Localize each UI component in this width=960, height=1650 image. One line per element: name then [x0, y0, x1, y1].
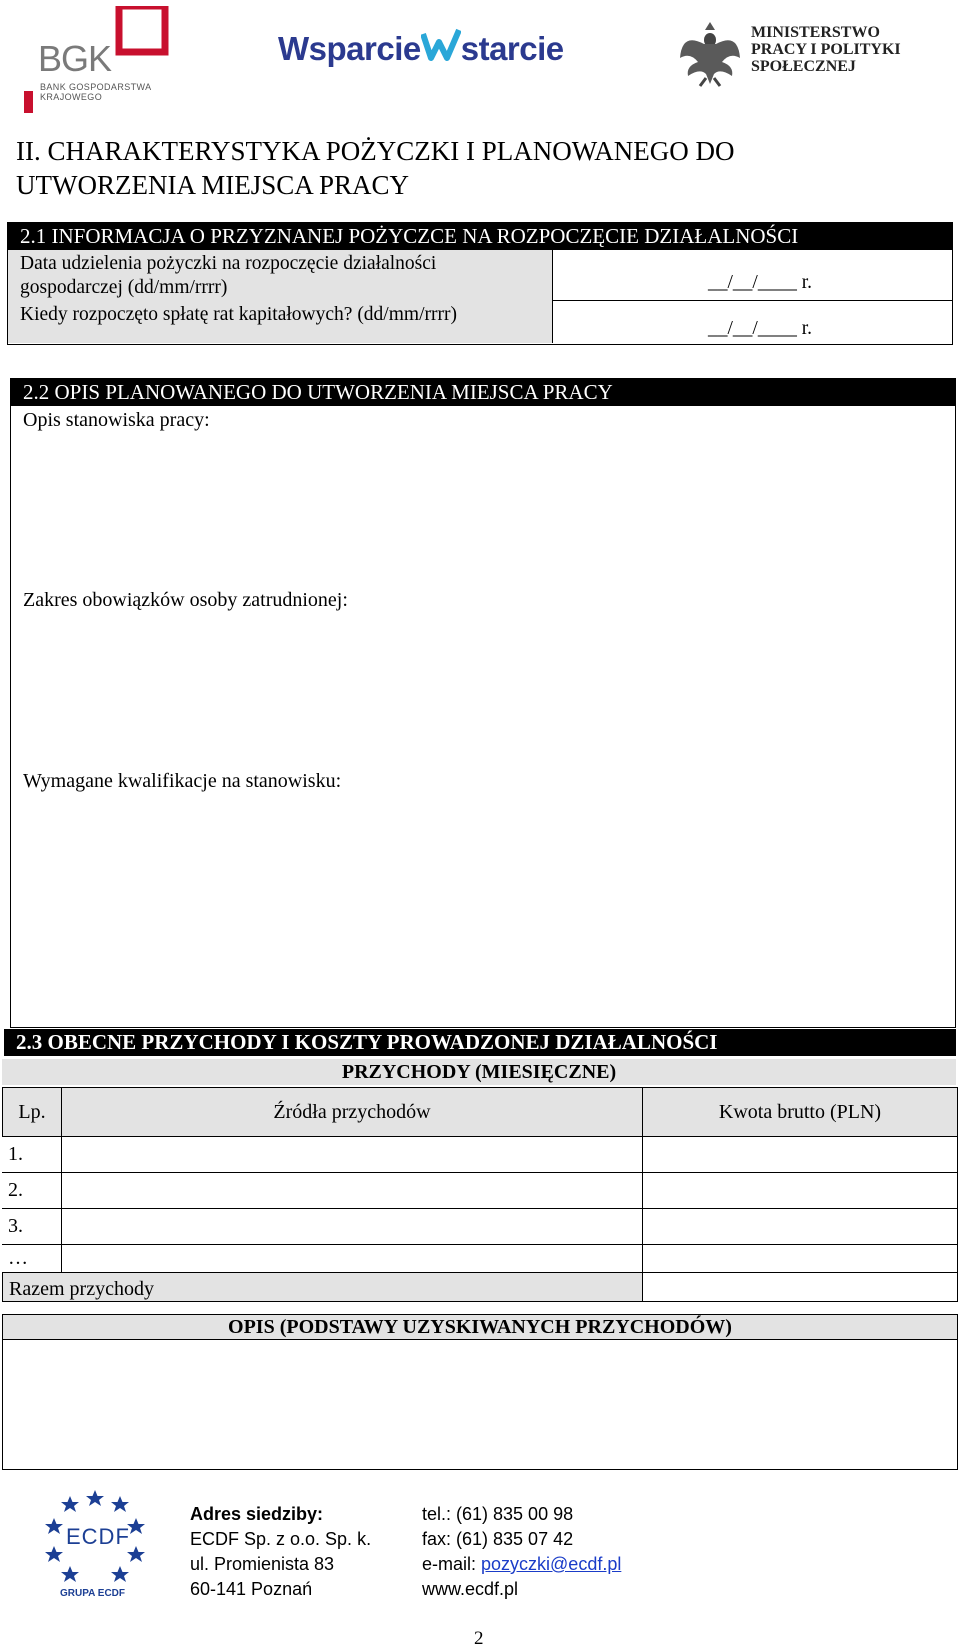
- city-address: 60-141 Poznań: [190, 1579, 313, 1599]
- income-amount-cell[interactable]: [642, 1208, 958, 1245]
- loan-date-row: [8, 250, 952, 301]
- loan-date-question: [8, 250, 553, 301]
- loan-date-field[interactable]: __/__/____ r.: [707, 272, 812, 293]
- row-number: 1.: [2, 1136, 62, 1173]
- footer-address: [190, 1502, 371, 1602]
- income-description-field[interactable]: [2, 1340, 958, 1470]
- row-number: 2.: [2, 1172, 62, 1209]
- street-address: ul. Promienista 83: [190, 1554, 335, 1574]
- section-title: [16, 134, 916, 202]
- bgk-logo: [24, 6, 174, 114]
- ws-logo-w-icon: [421, 28, 461, 64]
- income-costs-header: 2.3 OBECNE PRZYCHODY I KOSZTY PROWADZONEJ DZIAŁALNOŚCI: [4, 1029, 956, 1056]
- ministry-logo: [676, 18, 916, 90]
- eagle-emblem-icon: [676, 18, 744, 90]
- qualifications-label: Wymagane kwalifikacje na stanowisku:: [23, 770, 342, 792]
- page-number: 2: [474, 1628, 484, 1649]
- bgk-logo-subtitle-1: BANK GOSPODARSTWA: [40, 82, 152, 92]
- job-description-section: [10, 378, 956, 1028]
- ecdf-logo: [40, 1488, 150, 1603]
- repayment-start-field[interactable]: __/__/____ r.: [707, 318, 812, 339]
- email-label: e-mail:: [422, 1554, 482, 1574]
- table-row: [2, 1244, 958, 1273]
- website-link[interactable]: www.ecdf.pl: [422, 1579, 519, 1599]
- repayment-start-question: Kiedy rozpoczęto spłatę rat kapitałowych? (dd/mm/rrrr): [8, 301, 553, 343]
- position-description-field[interactable]: [11, 435, 951, 585]
- phone-number: tel.: (61) 835 00 98: [422, 1504, 574, 1524]
- ministry-line-3: SPOŁECZNEJ: [751, 58, 856, 75]
- email-line: [422, 1552, 621, 1577]
- ws-logo-left: Wsparcie: [278, 30, 421, 67]
- ministry-line-2: PRACY I POLITYKI: [751, 41, 901, 58]
- total-row: [2, 1272, 958, 1302]
- duties-label: Zakres obowiązków osoby zatrudnionej:: [23, 589, 348, 611]
- loan-info-header: 2.1 INFORMACJA O PRZYZNANEJ POŻYCZCE NA ROZPOCZĘCIE DZIAŁALNOŚCI: [8, 223, 952, 250]
- qualifications-field[interactable]: [11, 796, 951, 1021]
- repayment-start-row: [8, 301, 952, 343]
- col-amount-header: Kwota brutto (PLN): [642, 1087, 958, 1137]
- income-source-cell[interactable]: [61, 1244, 643, 1273]
- section-title-line-1: II. CHARAKTERYSTYKA POŻYCZKI I PLANOWANEGO DO: [16, 136, 735, 166]
- email-link[interactable]: pozyczki@ecdf.pl: [481, 1554, 622, 1574]
- ecdf-logo-caption: GRUPA ECDF: [60, 1588, 125, 1599]
- ws-logo-right: starcie: [460, 30, 564, 67]
- row-number: 3.: [2, 1208, 62, 1245]
- job-description-header: 2.2 OPIS PLANOWANEGO DO UTWORZENIA MIEJSCA PRACY: [11, 379, 955, 406]
- section-title-line-2: UTWORZENIA MIEJSCA PRACY: [16, 170, 410, 200]
- loan-info-table: [7, 222, 953, 345]
- income-amount-cell[interactable]: [642, 1136, 958, 1173]
- ecdf-logo-text: ECDF: [66, 1524, 130, 1549]
- table-row: [2, 1172, 958, 1209]
- income-amount-cell[interactable]: [642, 1244, 958, 1273]
- table-row: [2, 1136, 958, 1173]
- wsparcie-w-starcie-logo: [278, 28, 598, 78]
- total-label: Razem przychody: [2, 1272, 643, 1302]
- col-sources-header: Źródła przychodów: [61, 1087, 643, 1137]
- ministry-line-1: MINISTERSTWO: [751, 24, 880, 41]
- position-description-label: Opis stanowiska pracy:: [23, 409, 210, 431]
- income-source-cell[interactable]: [61, 1208, 643, 1245]
- duties-field[interactable]: [11, 615, 951, 765]
- col-lp-header: Lp.: [2, 1087, 62, 1137]
- table-row: [2, 1208, 958, 1245]
- bgk-logo-subtitle-2: KRAJOWEGO: [40, 92, 103, 102]
- income-amount-cell[interactable]: [642, 1172, 958, 1209]
- address-title: Adres siedziby:: [190, 1504, 324, 1524]
- row-number: …: [2, 1244, 62, 1273]
- income-source-cell[interactable]: [61, 1172, 643, 1209]
- income-description-header: OPIS (PODSTAWY UZYSKIWANYCH PRZYCHODÓW): [2, 1314, 958, 1340]
- footer-contact: [422, 1502, 621, 1602]
- loan-date-question-line-2: gospodarczej (dd/mm/rrrr): [20, 277, 228, 298]
- monthly-income-subheader: PRZYCHODY (MIESIĘCZNE): [2, 1059, 956, 1085]
- loan-date-question-line-1: Data udzielenia pożyczki na rozpoczęcie działalności: [20, 253, 437, 274]
- bgk-logo-text: BGK: [38, 38, 112, 79]
- income-table-header-row: [2, 1087, 958, 1137]
- fax-number: fax: (61) 835 07 42: [422, 1529, 574, 1549]
- income-source-cell[interactable]: [61, 1136, 643, 1173]
- company-name: ECDF Sp. z o.o. Sp. k.: [190, 1529, 372, 1549]
- total-amount-cell[interactable]: [642, 1272, 958, 1302]
